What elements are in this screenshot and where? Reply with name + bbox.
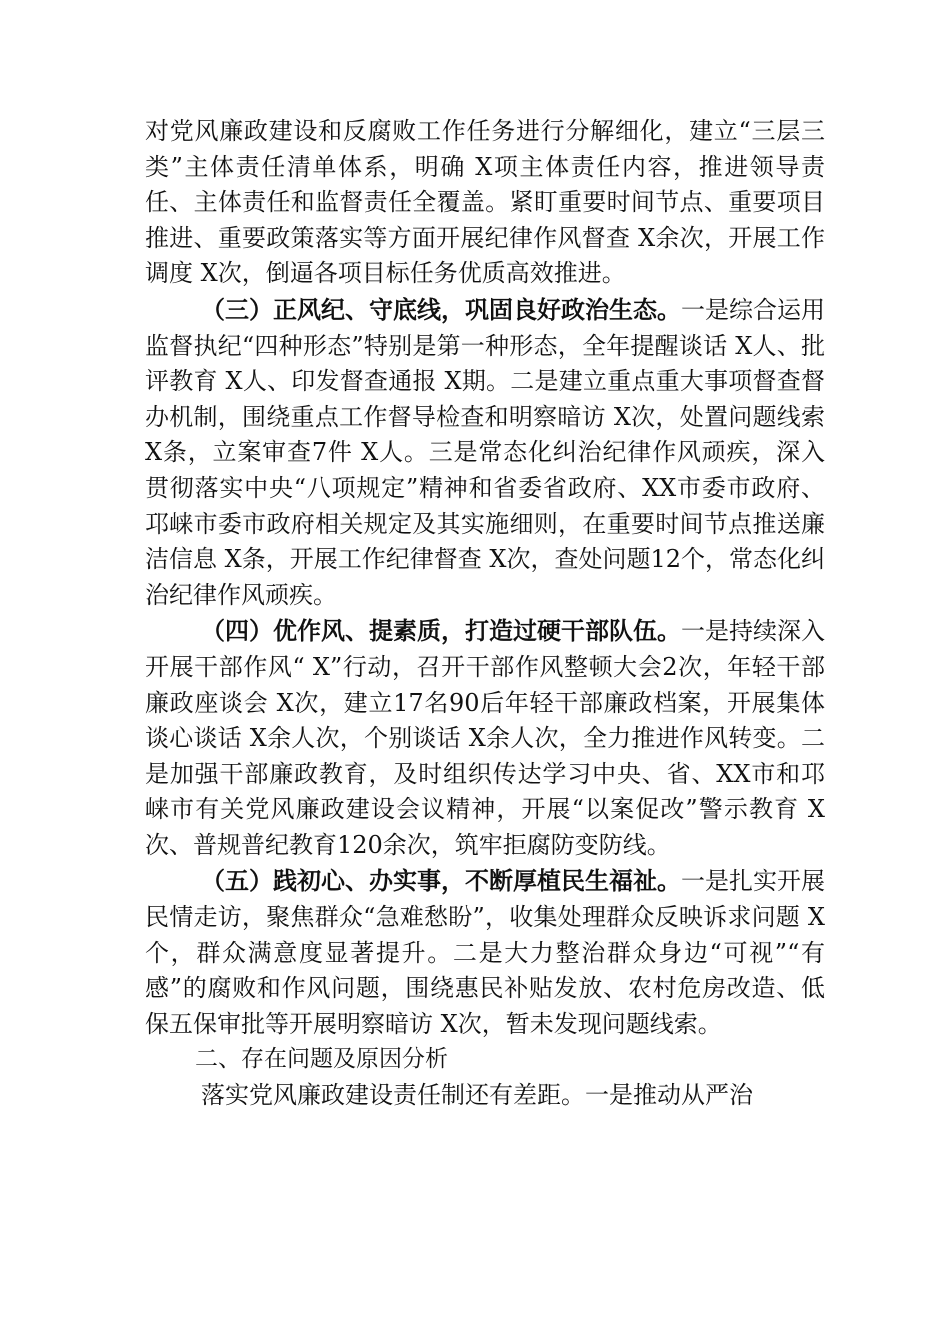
paragraph-lead-heading: （五）践初心、办实事，不断厚植民生福祉。 [201,866,681,896]
paragraph-lead-heading: （四）优作风、提素质，打造过硬干部队伍。 [201,616,681,646]
section-heading: 二、存在问题及原因分析 [195,1046,448,1073]
paragraph-text: 一是综合运用监督执纪“四种形态”特别是第一种形态，全年提醒谈话 X人、批评教育 X人、印发督查通报 X期。二是建立重点重大事项督查督办机制，围绕重点工作督导检查和明察暗访 X次，处置问题线索 X条，立案审查7件 X人。三是常态化纠治纪律作风顽疾，深入贯彻落实中央“八项规定”精神和省委省政府、XX市委市政府、邛崃市委市政府相关规定及其实施细则，在重要时间节点推送廉洁信息 X条，开展工作纪律督查 X次，查处问题12个，常态化纠治纪律作风顽疾。 [145,295,825,609]
paragraph-section-three [145,292,825,613]
paragraph-lead-heading: （三）正风纪、守底线，巩固良好政治生态。 [201,294,681,324]
paragraph-text: 一是扎实开展民情走访，聚焦群众“急难愁盼”，收集处理群众反映诉求问题 X个，群众满意度显著提升。二是大力整治群众身边“可视”“有感”的腐败和作风问题，围绕惠民补贴发放、农村危房改造、低保五保审批等开展明察暗访 X次，暂未发现问题线索。 [145,867,825,1038]
paragraph-text: 对党风廉政建设和反腐败工作任务进行分解细化，建立“三层三类”主体责任清单体系，明确 X项主体责任内容，推进领导责任、主体责任和监督责任全覆盖。紧盯重要时间节点、重要项目推进、重要政策落实等方面开展纪律作风督查 X余次，开展工作调度 X次，倒逼各项目标任务优质高效推进。 [145,117,825,288]
paragraph-section-five [145,863,825,1042]
paragraph-section-four [145,613,825,863]
paragraph-text: 落实党风廉政建设责任制还有差距。一是推动从严治 [201,1081,753,1110]
paragraph-text: 一是持续深入开展干部作风“ X”行动，召开干部作风整顿大会2次，年轻干部廉政座谈会 X次，建立17名90后年轻干部廉政档案，开展集体谈心谈话 X余人次，个别谈话 X余人次，全力推进作风转变。二是加强干部廉政教育，及时组织传达学习中央、省、XX市和邛崃市有关党风廉政建设会议精神，开展“以案促改”警示教育 X次、普规普纪教育120余次，筑牢拒腐防变防线。 [145,617,825,859]
paragraph-problems [145,1078,825,1114]
paragraph-responsibility-list [145,114,825,292]
document-body [145,114,825,1114]
